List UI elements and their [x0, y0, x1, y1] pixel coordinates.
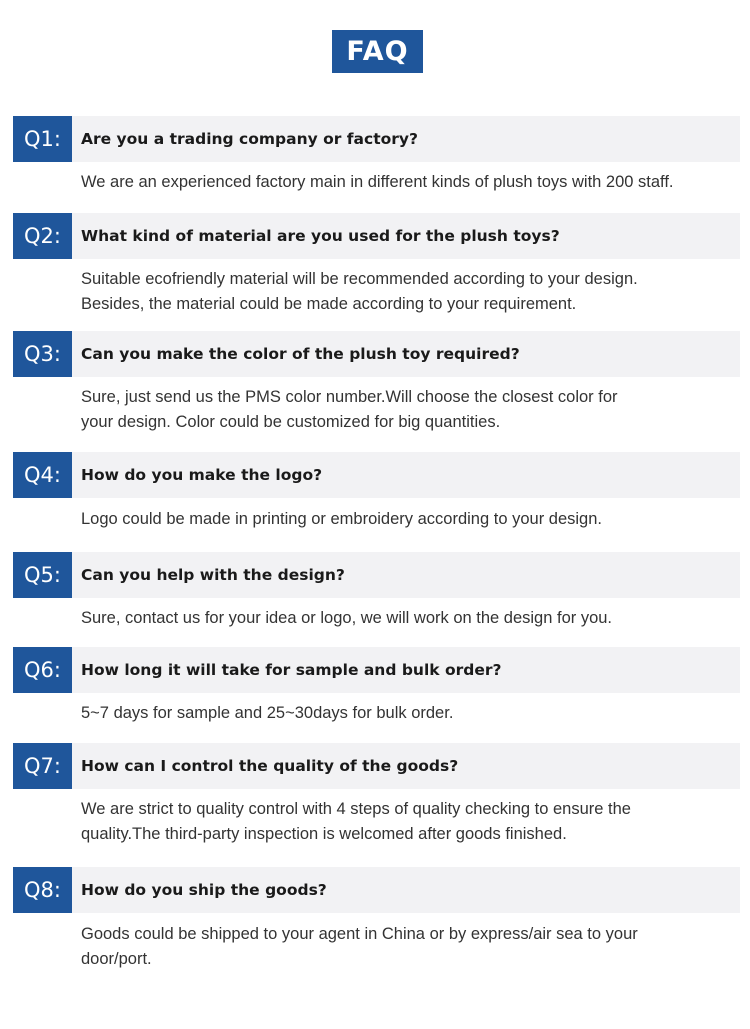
question-number: Q3:	[13, 331, 72, 377]
answer-line: Sure, just send us the PMS color number.Will choose the closest color for	[81, 388, 618, 406]
question-row	[0, 867, 750, 913]
faq-item	[0, 452, 750, 528]
question-text: How do you ship the goods?	[81, 881, 327, 899]
faq-item	[0, 331, 750, 431]
question-row	[0, 331, 750, 377]
answer-line: your design. Color could be customized for big quantities.	[81, 413, 501, 431]
question-number: Q6:	[13, 647, 72, 693]
question-number: Q1:	[13, 116, 72, 162]
answer-line: Logo could be made in printing or embroidery according to your design.	[81, 510, 602, 528]
question-text: How can I control the quality of the goods?	[81, 757, 459, 775]
faq-item	[0, 213, 750, 313]
answer-line: Sure, contact us for your idea or logo, we will work on the design for you.	[81, 609, 613, 627]
faq-item	[0, 116, 750, 191]
answer-text	[81, 701, 721, 726]
answer-line: door/port.	[81, 950, 152, 968]
question-text: How do you make the logo?	[81, 466, 323, 484]
answer-text	[81, 606, 721, 631]
question-number: Q8:	[13, 867, 72, 913]
question-text: What kind of material are you used for the plush toys?	[81, 227, 560, 245]
answer-text	[81, 922, 721, 972]
answer-line: Suitable ecofriendly material will be recommended according to your design.	[81, 270, 638, 288]
answer-line: Besides, the material could be made according to your requirement.	[81, 295, 577, 313]
answer-text	[81, 385, 721, 435]
question-text: Can you make the color of the plush toy required?	[81, 345, 520, 363]
question-number: Q5:	[13, 552, 72, 598]
question-row	[0, 647, 750, 693]
question-row	[0, 743, 750, 789]
answer-text	[81, 797, 721, 847]
page-title: FAQ	[332, 30, 423, 73]
question-number: Q2:	[13, 213, 72, 259]
faq-item	[0, 743, 750, 843]
faq-item	[0, 867, 750, 968]
question-text: How long it will take for sample and bulk order?	[81, 661, 502, 679]
faq-item	[0, 552, 750, 627]
question-number: Q4:	[13, 452, 72, 498]
answer-text	[81, 507, 721, 532]
answer-line: 5~7 days for sample and 25~30days for bulk order.	[81, 704, 454, 722]
question-row	[0, 116, 750, 162]
answer-line: We are an experienced factory main in different kinds of plush toys with 200 staff.	[81, 173, 674, 191]
question-row	[0, 213, 750, 259]
question-text: Are you a trading company or factory?	[81, 130, 418, 148]
question-row	[0, 552, 750, 598]
answer-text	[81, 170, 721, 195]
question-text: Can you help with the design?	[81, 566, 345, 584]
question-row	[0, 452, 750, 498]
question-number: Q7:	[13, 743, 72, 789]
answer-line: Goods could be shipped to your agent in China or by express/air sea to your	[81, 925, 638, 943]
answer-line: We are strict to quality control with 4 steps of quality checking to ensure the	[81, 800, 631, 818]
faq-item	[0, 647, 750, 722]
answer-line: quality.The third-party inspection is welcomed after goods finished.	[81, 825, 567, 843]
answer-text	[81, 267, 721, 317]
